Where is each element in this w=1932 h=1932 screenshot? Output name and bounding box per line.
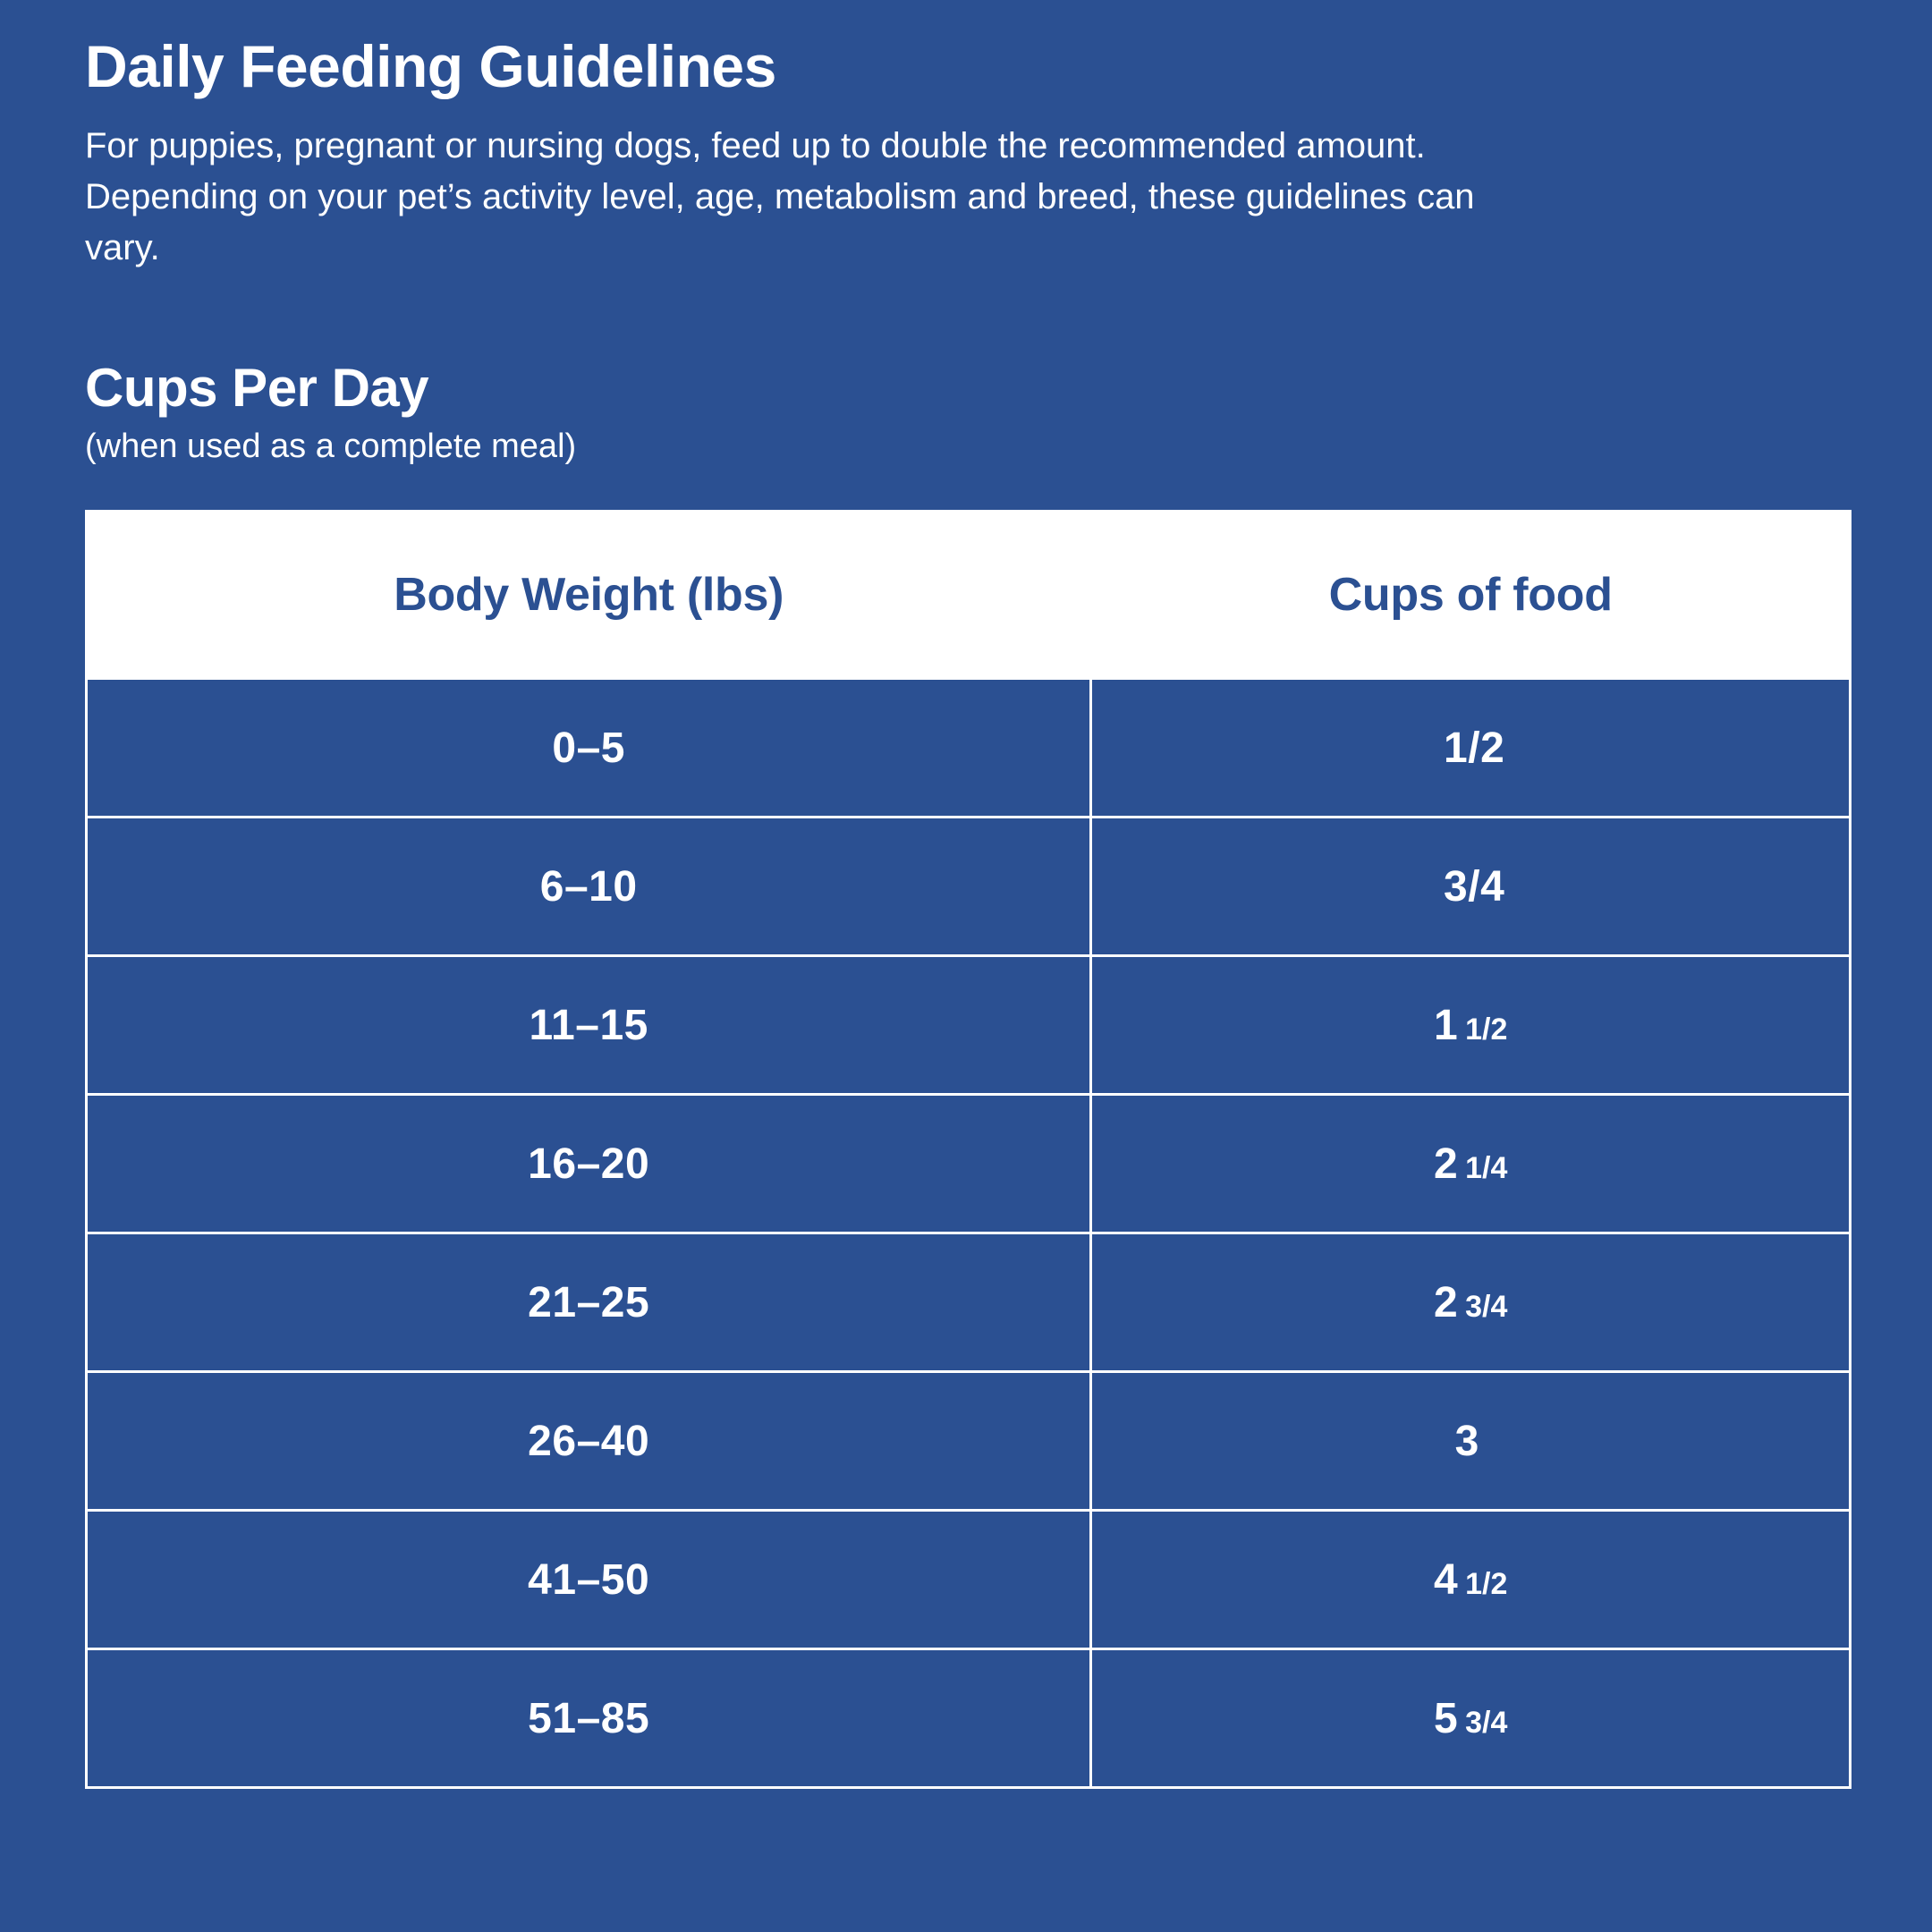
cups-fraction: 1/2: [1444, 724, 1505, 772]
cell-cups-of-food: [1091, 1095, 1851, 1233]
cell-body-weight: 16–20: [87, 1095, 1091, 1233]
column-header-body-weight: Body Weight (lbs): [87, 512, 1091, 679]
cups-whole-number: 2: [1433, 1140, 1459, 1188]
cell-body-weight: 0–5: [87, 679, 1091, 818]
table-row: [87, 1372, 1851, 1511]
cups-whole-number: 2: [1433, 1278, 1459, 1326]
cups-fraction: 3/4: [1465, 1289, 1508, 1324]
cups-fraction: 1/4: [1465, 1150, 1508, 1185]
page-title: Daily Feeding Guidelines: [85, 33, 776, 99]
cups-whole-number: 1: [1433, 1001, 1459, 1049]
section-subtitle: (when used as a complete meal): [85, 427, 577, 465]
cups-fraction: 1/2: [1465, 1566, 1508, 1601]
cell-body-weight: 51–85: [87, 1649, 1091, 1788]
table-row: [87, 679, 1851, 818]
cups-fraction: 3/4: [1465, 1705, 1508, 1740]
table-header-row: [87, 512, 1851, 679]
cups-whole-number: 4: [1433, 1555, 1459, 1604]
table-row: [87, 1649, 1851, 1788]
cell-cups-of-food: [1091, 1649, 1851, 1788]
cell-body-weight: 11–15: [87, 956, 1091, 1095]
cell-body-weight: 6–10: [87, 818, 1091, 956]
cell-body-weight: 26–40: [87, 1372, 1091, 1511]
section-title: Cups Per Day: [85, 357, 429, 418]
cell-cups-of-food: [1091, 1372, 1851, 1511]
cell-cups-of-food: [1091, 956, 1851, 1095]
cups-fraction: 1/2: [1465, 1012, 1508, 1046]
cups-whole-number: 5: [1433, 1694, 1459, 1742]
cell-cups-of-food: [1091, 1511, 1851, 1649]
table-header: [87, 512, 1851, 679]
cell-body-weight: 21–25: [87, 1233, 1091, 1372]
feeding-table: [85, 510, 1852, 1789]
table-row: [87, 818, 1851, 956]
intro-paragraph: For puppies, pregnant or nursing dogs, feed up to double the recommended amount. Depending on your pet’s activity level, age, metabolism and breed, these guidelines can vary.: [85, 126, 1475, 267]
cell-cups-of-food: [1091, 679, 1851, 818]
cell-cups-of-food: [1091, 1233, 1851, 1372]
table-row: [87, 1233, 1851, 1372]
cups-whole-number: 3: [1454, 1417, 1479, 1465]
table-row: [87, 956, 1851, 1095]
cups-fraction: 3/4: [1444, 862, 1505, 911]
cell-body-weight: 41–50: [87, 1511, 1091, 1649]
table-row: [87, 1511, 1851, 1649]
table-body: [87, 679, 1851, 1788]
cell-cups-of-food: [1091, 818, 1851, 956]
table-row: [87, 1095, 1851, 1233]
column-header-cups-of-food: Cups of food: [1091, 512, 1851, 679]
